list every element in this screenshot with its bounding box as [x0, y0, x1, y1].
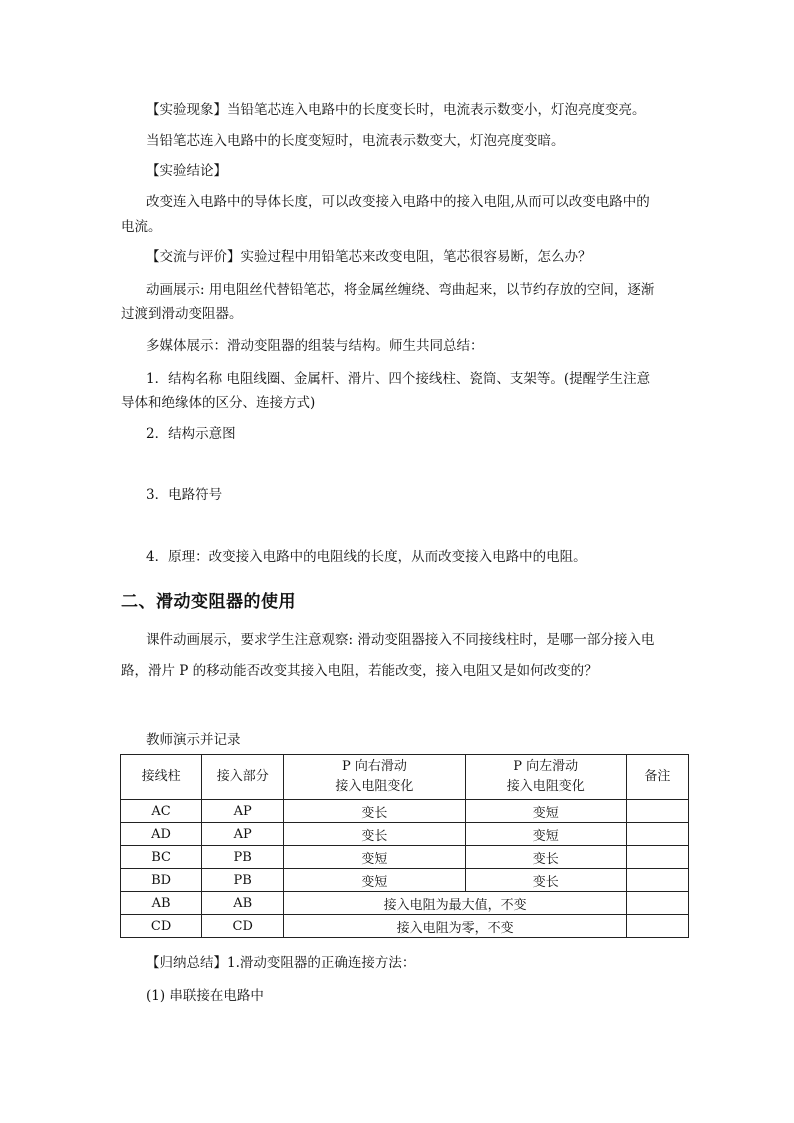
- cell-note: [626, 869, 688, 892]
- paragraph-animation-line2: 过渡到滑动变阻器。: [121, 306, 243, 322]
- table-header-row: [121, 755, 689, 800]
- paragraph-conclusion-line2: 电流。: [121, 219, 162, 235]
- header-slide-left-line2: 接入电阻变化: [506, 779, 585, 794]
- paragraph-principle: 4．原理：改变接入电路中的电阻线的长度，从而改变接入电路中的电阻。: [146, 549, 587, 565]
- table-row: [121, 892, 689, 915]
- cell-part: CD: [202, 915, 284, 938]
- cell-terminal: AB: [121, 892, 202, 915]
- header-slide-left: [465, 755, 626, 800]
- paragraph-courseware-line1: 课件动画展示，要求学生注意观察: 滑动变阻器接入不同接线柱时，是哪一部分接入电: [146, 632, 655, 648]
- paragraph-exchange-evaluation: 【交流与评价】实验过程中用铅笔芯来改变电阻，笔芯很容易断，怎么办？: [146, 249, 592, 265]
- cell-part: AP: [202, 800, 284, 823]
- cell-note: [626, 915, 688, 938]
- cell-note: [626, 846, 688, 869]
- paragraph-experiment-phenomenon: 【实验现象】当铅笔芯连入电路中的长度变长时，电流表示数变小，灯泡亮度变亮。: [146, 102, 646, 118]
- table-row: [121, 915, 689, 938]
- table-row: [121, 846, 689, 869]
- cell-right: 变短: [284, 869, 465, 892]
- paragraph-phenomenon-continued: 当铅笔芯连入电路中的长度变短时，电流表示数变大，灯泡亮度变暗。: [146, 133, 565, 149]
- cell-part: PB: [202, 869, 284, 892]
- cell-part: PB: [202, 846, 284, 869]
- header-note: 备注: [626, 755, 688, 800]
- table-row: [121, 823, 689, 846]
- section-heading: 二、滑动变阻器的使用: [121, 592, 296, 612]
- cell-note: [626, 892, 688, 915]
- cell-note: [626, 800, 688, 823]
- cell-terminal: BC: [121, 846, 202, 869]
- paragraph-animation-line1: 动画展示: 用电阻丝代替铅笔芯，将金属丝缠绕、弯曲起来，以节约存放的空间，逐渐: [146, 282, 655, 298]
- cell-merged-change: 接入电阻为最大值，不变: [284, 892, 627, 915]
- cell-terminal: AC: [121, 800, 202, 823]
- paragraph-conclusion-line1: 改变连入电路中的导体长度，可以改变接入电路中的接入电阻,从而可以改变电路中的: [146, 194, 650, 210]
- cell-right: 变长: [284, 823, 465, 846]
- paragraph-structure-diagram: 2．结构示意图: [146, 426, 236, 442]
- cell-right: 变短: [284, 846, 465, 869]
- table-row: [121, 800, 689, 823]
- table-caption: 教师演示并记录: [146, 732, 241, 748]
- header-slide-left-line1: P 向左滑动: [513, 759, 579, 774]
- cell-left: 变短: [465, 823, 626, 846]
- paragraph-structure-line2: 导体和绝缘体的区分、连接方式): [121, 395, 316, 411]
- paragraph-structure-line1: 1．结构名称 电阻线圈、金属杆、滑片、四个接线柱、瓷筒、支架等。(提醒学生注意: [146, 371, 651, 387]
- paragraph-circuit-symbol: 3．电路符号: [146, 487, 223, 503]
- cell-note: [626, 823, 688, 846]
- header-part: 接入部分: [202, 755, 284, 800]
- cell-left: 变长: [465, 846, 626, 869]
- cell-merged-change: 接入电阻为零，不变: [284, 915, 627, 938]
- paragraph-courseware-line2: 路，滑片 P 的移动能否改变其接入电阻，若能改变，接入电阻又是如何改变的？: [121, 663, 598, 679]
- table-row: [121, 869, 689, 892]
- header-slide-right-line2: 接入电阻变化: [335, 779, 414, 794]
- cell-left: 变长: [465, 869, 626, 892]
- cell-part: AB: [202, 892, 284, 915]
- paragraph-multimedia: 多媒体展示：滑动变阻器的组装与结构。师生共同总结：: [146, 338, 484, 354]
- paragraph-experiment-conclusion-label: 【实验结论】: [146, 163, 227, 179]
- header-slide-right: [284, 755, 465, 800]
- cell-terminal: CD: [121, 915, 202, 938]
- header-terminal: 接线柱: [121, 755, 202, 800]
- cell-terminal: AD: [121, 823, 202, 846]
- paragraph-summary-item1: (1) 串联接在电路中: [146, 988, 264, 1004]
- paragraph-summary: 【归纳总结】1.滑动变阻器的正确连接方法：: [146, 955, 416, 971]
- cell-terminal: BD: [121, 869, 202, 892]
- cell-part: AP: [202, 823, 284, 846]
- header-slide-right-line1: P 向右滑动: [341, 759, 407, 774]
- rheostat-record-table: [120, 754, 689, 938]
- cell-right: 变长: [284, 800, 465, 823]
- cell-left: 变短: [465, 800, 626, 823]
